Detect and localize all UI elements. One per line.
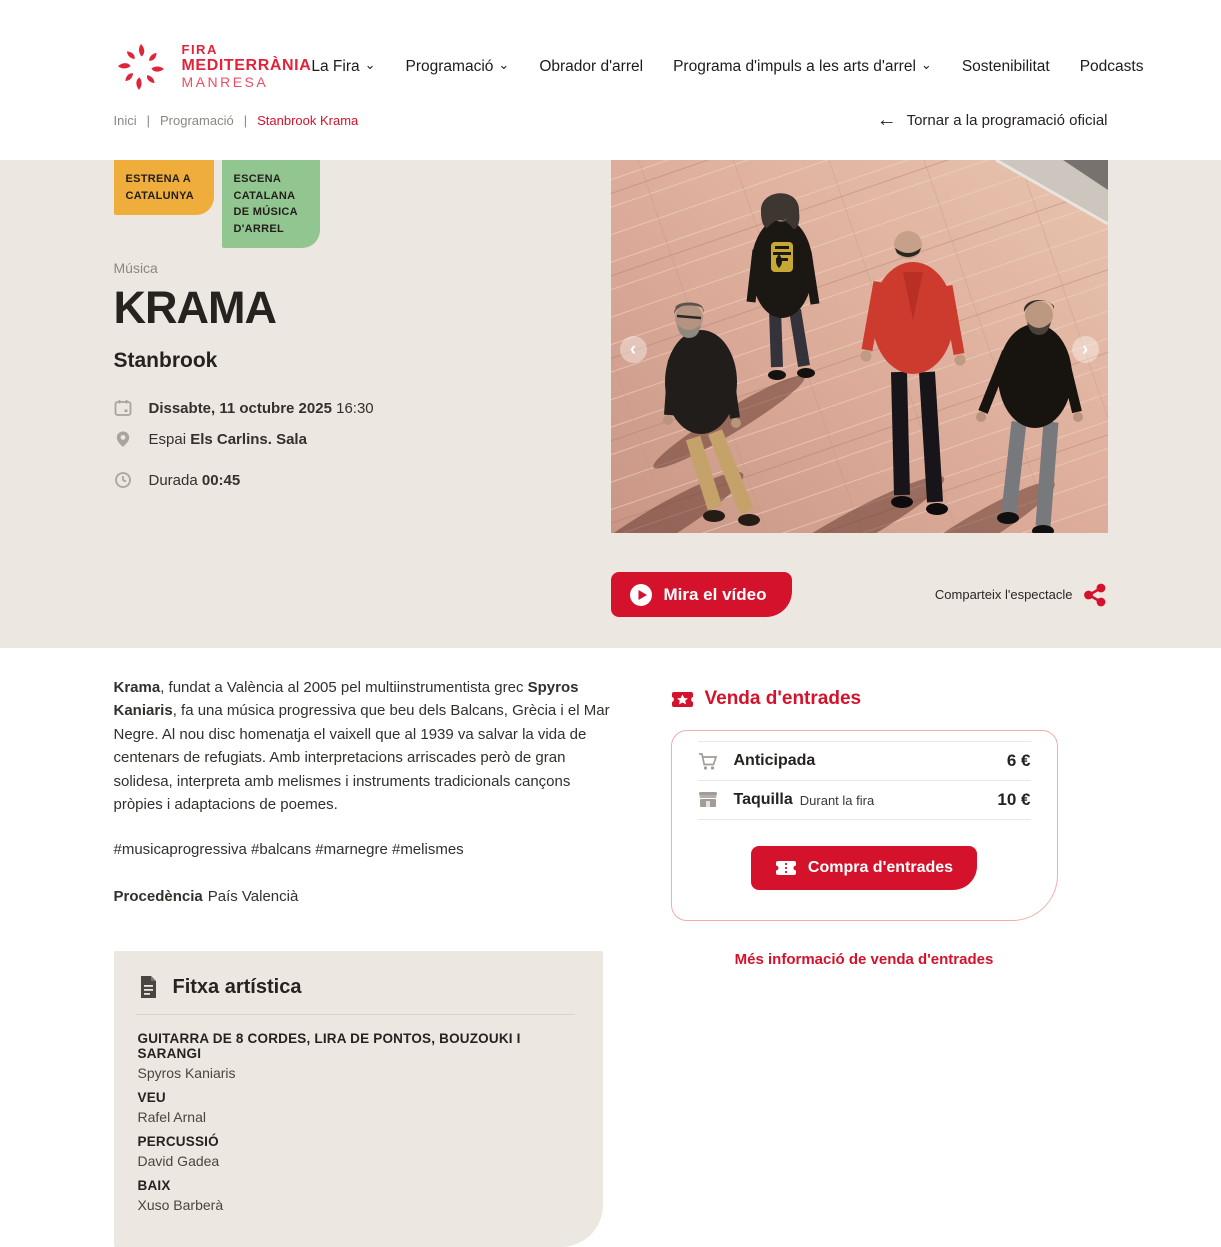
tickets-title: Venda d'entrades <box>704 688 862 709</box>
logo-line-3: MANRESA <box>181 74 269 91</box>
credit-role: BAIX <box>137 1178 171 1194</box>
tickets-header <box>671 688 1058 710</box>
breadcrumb-separator: | <box>243 112 248 128</box>
header <box>114 0 1144 96</box>
chevron-down-icon: ⌄ <box>920 57 932 72</box>
ticket-row-anticipada: Anticipada 6 € <box>698 741 1031 780</box>
share-icon <box>1082 582 1108 608</box>
share-control[interactable] <box>935 582 1108 608</box>
nav-sostenibilitat[interactable]: Sostenibilitat <box>961 58 1050 75</box>
site-logo[interactable] <box>114 40 312 94</box>
nav-obrador[interactable]: Obrador d'arrel <box>539 58 644 75</box>
clock-icon <box>114 471 132 489</box>
chevron-down-icon: ⌄ <box>498 57 510 72</box>
tag-estrena-catalunya: ESTRENA A CATALUNYA <box>114 160 214 215</box>
calendar-icon <box>114 399 132 417</box>
event-origin: Procedència País Valencià <box>113 888 299 906</box>
fira-burst-icon <box>114 40 168 94</box>
logo-line-1: FIRA <box>181 41 218 57</box>
nav-programacio[interactable]: Programació ⌄ <box>405 57 510 75</box>
logo-wordmark <box>182 43 312 91</box>
artistic-sheet-title: Fitxa artística <box>172 975 302 998</box>
main-nav <box>311 58 1143 76</box>
carousel-prev-button[interactable]: ‹ <box>620 336 647 363</box>
ticket-price: 10 € <box>997 790 1031 809</box>
credit-name: Rafel Arnal <box>137 1109 206 1126</box>
ticket-star-icon <box>671 691 694 708</box>
cart-icon <box>698 752 718 770</box>
breadcrumb-row <box>114 110 1108 130</box>
logo-line-2: MEDITERRÀNIA <box>181 57 312 75</box>
breadcrumb-current: Stanbrook Krama <box>257 112 359 128</box>
credit-name: Xuso Barberà <box>137 1197 224 1214</box>
event-tags <box>114 160 611 248</box>
origin-label: Procedència <box>113 888 203 906</box>
play-icon <box>629 583 653 607</box>
tickets-icon <box>775 860 797 876</box>
breadcrumb-inici[interactable]: Inici <box>113 112 137 128</box>
share-label: Comparteix l'espectacle <box>934 587 1073 602</box>
nav-programa-impuls[interactable]: Programa d'impuls a les arts d'arrel ⌄ <box>673 57 932 75</box>
event-venue-row: Espai Els Carlins. Sala <box>114 430 611 448</box>
event-category: Música <box>113 260 158 276</box>
tickets-box <box>671 730 1058 921</box>
event-hero <box>0 160 1221 648</box>
band-photo-illustration <box>611 160 1108 533</box>
credit-role: VEU <box>137 1090 166 1106</box>
nav-podcasts[interactable]: Podcasts <box>1079 58 1144 75</box>
credit-role: PERCUSSIÓ <box>137 1134 219 1150</box>
credit-role: GUITARRA DE 8 CORDES, LIRA DE PONTOS, BOUZOUKI I SARANGI <box>137 1031 521 1062</box>
event-company: Stanbrook <box>113 349 218 372</box>
back-to-program-link[interactable]: ← Tornar a la programació oficial <box>876 109 1108 131</box>
box-office-icon <box>698 791 718 809</box>
credit-name: David Gadea <box>137 1153 220 1170</box>
more-ticket-info-link[interactable]: Més informació de venda d'entrades <box>734 951 994 968</box>
artistic-sheet-list <box>136 1031 575 1213</box>
event-title: KRAMA <box>113 282 276 333</box>
nav-la-fira[interactable]: La Fira ⌄ <box>311 57 376 75</box>
event-description: Krama, fundat a València al 2005 pel multiinstrumentista grec Spyros Kaniaris, fa una música progressiva que beu dels Balcans, Grècia i el Mar Negre. Al nou disc homenatja el vaixell que al 1939 va salvar la vida de centenars de refugiats. Amb interpretacions arriscades però de gran solidesa, interpreta amb melismes i instruments tradicionals cançons pròpies i adaptacions de poemes. <box>113 679 610 813</box>
carousel-next-button[interactable]: › <box>1072 336 1099 363</box>
main-content <box>114 648 1108 1247</box>
divider <box>698 819 1031 820</box>
breadcrumb-programacio[interactable]: Programació <box>160 112 234 128</box>
watch-video-button[interactable]: Mira el vídeo <box>611 572 793 617</box>
breadcrumb <box>114 113 359 128</box>
event-details <box>114 399 611 489</box>
ticket-price: 6 € <box>1006 751 1031 770</box>
event-date-row: Dissabte, 11 octubre 2025 16:30 <box>114 399 611 417</box>
arrow-left-icon: ← <box>876 109 897 131</box>
event-duration-row: Durada 00:45 <box>114 471 611 489</box>
tag-escena-catalana: ESCENA CATALANA DE MÚSICA D'ARREL <box>222 160 320 248</box>
event-hashtags: #musicaprogressiva #balcans #marnegre #melismes <box>113 841 464 859</box>
buy-tickets-button[interactable]: Compra d'entrades <box>751 846 977 890</box>
credit-name: Spyros Kaniaris <box>137 1065 236 1082</box>
event-photo <box>611 160 1108 533</box>
artistic-sheet-card <box>114 951 603 1247</box>
location-pin-icon <box>114 430 132 448</box>
chevron-down-icon: ⌄ <box>364 57 376 72</box>
hero-actions <box>611 572 1108 648</box>
document-icon <box>138 975 158 999</box>
ticket-row-taquilla: Taquilla Durant la fira 10 € <box>698 780 1031 819</box>
divider <box>136 1014 575 1015</box>
breadcrumb-separator: | <box>146 112 151 128</box>
